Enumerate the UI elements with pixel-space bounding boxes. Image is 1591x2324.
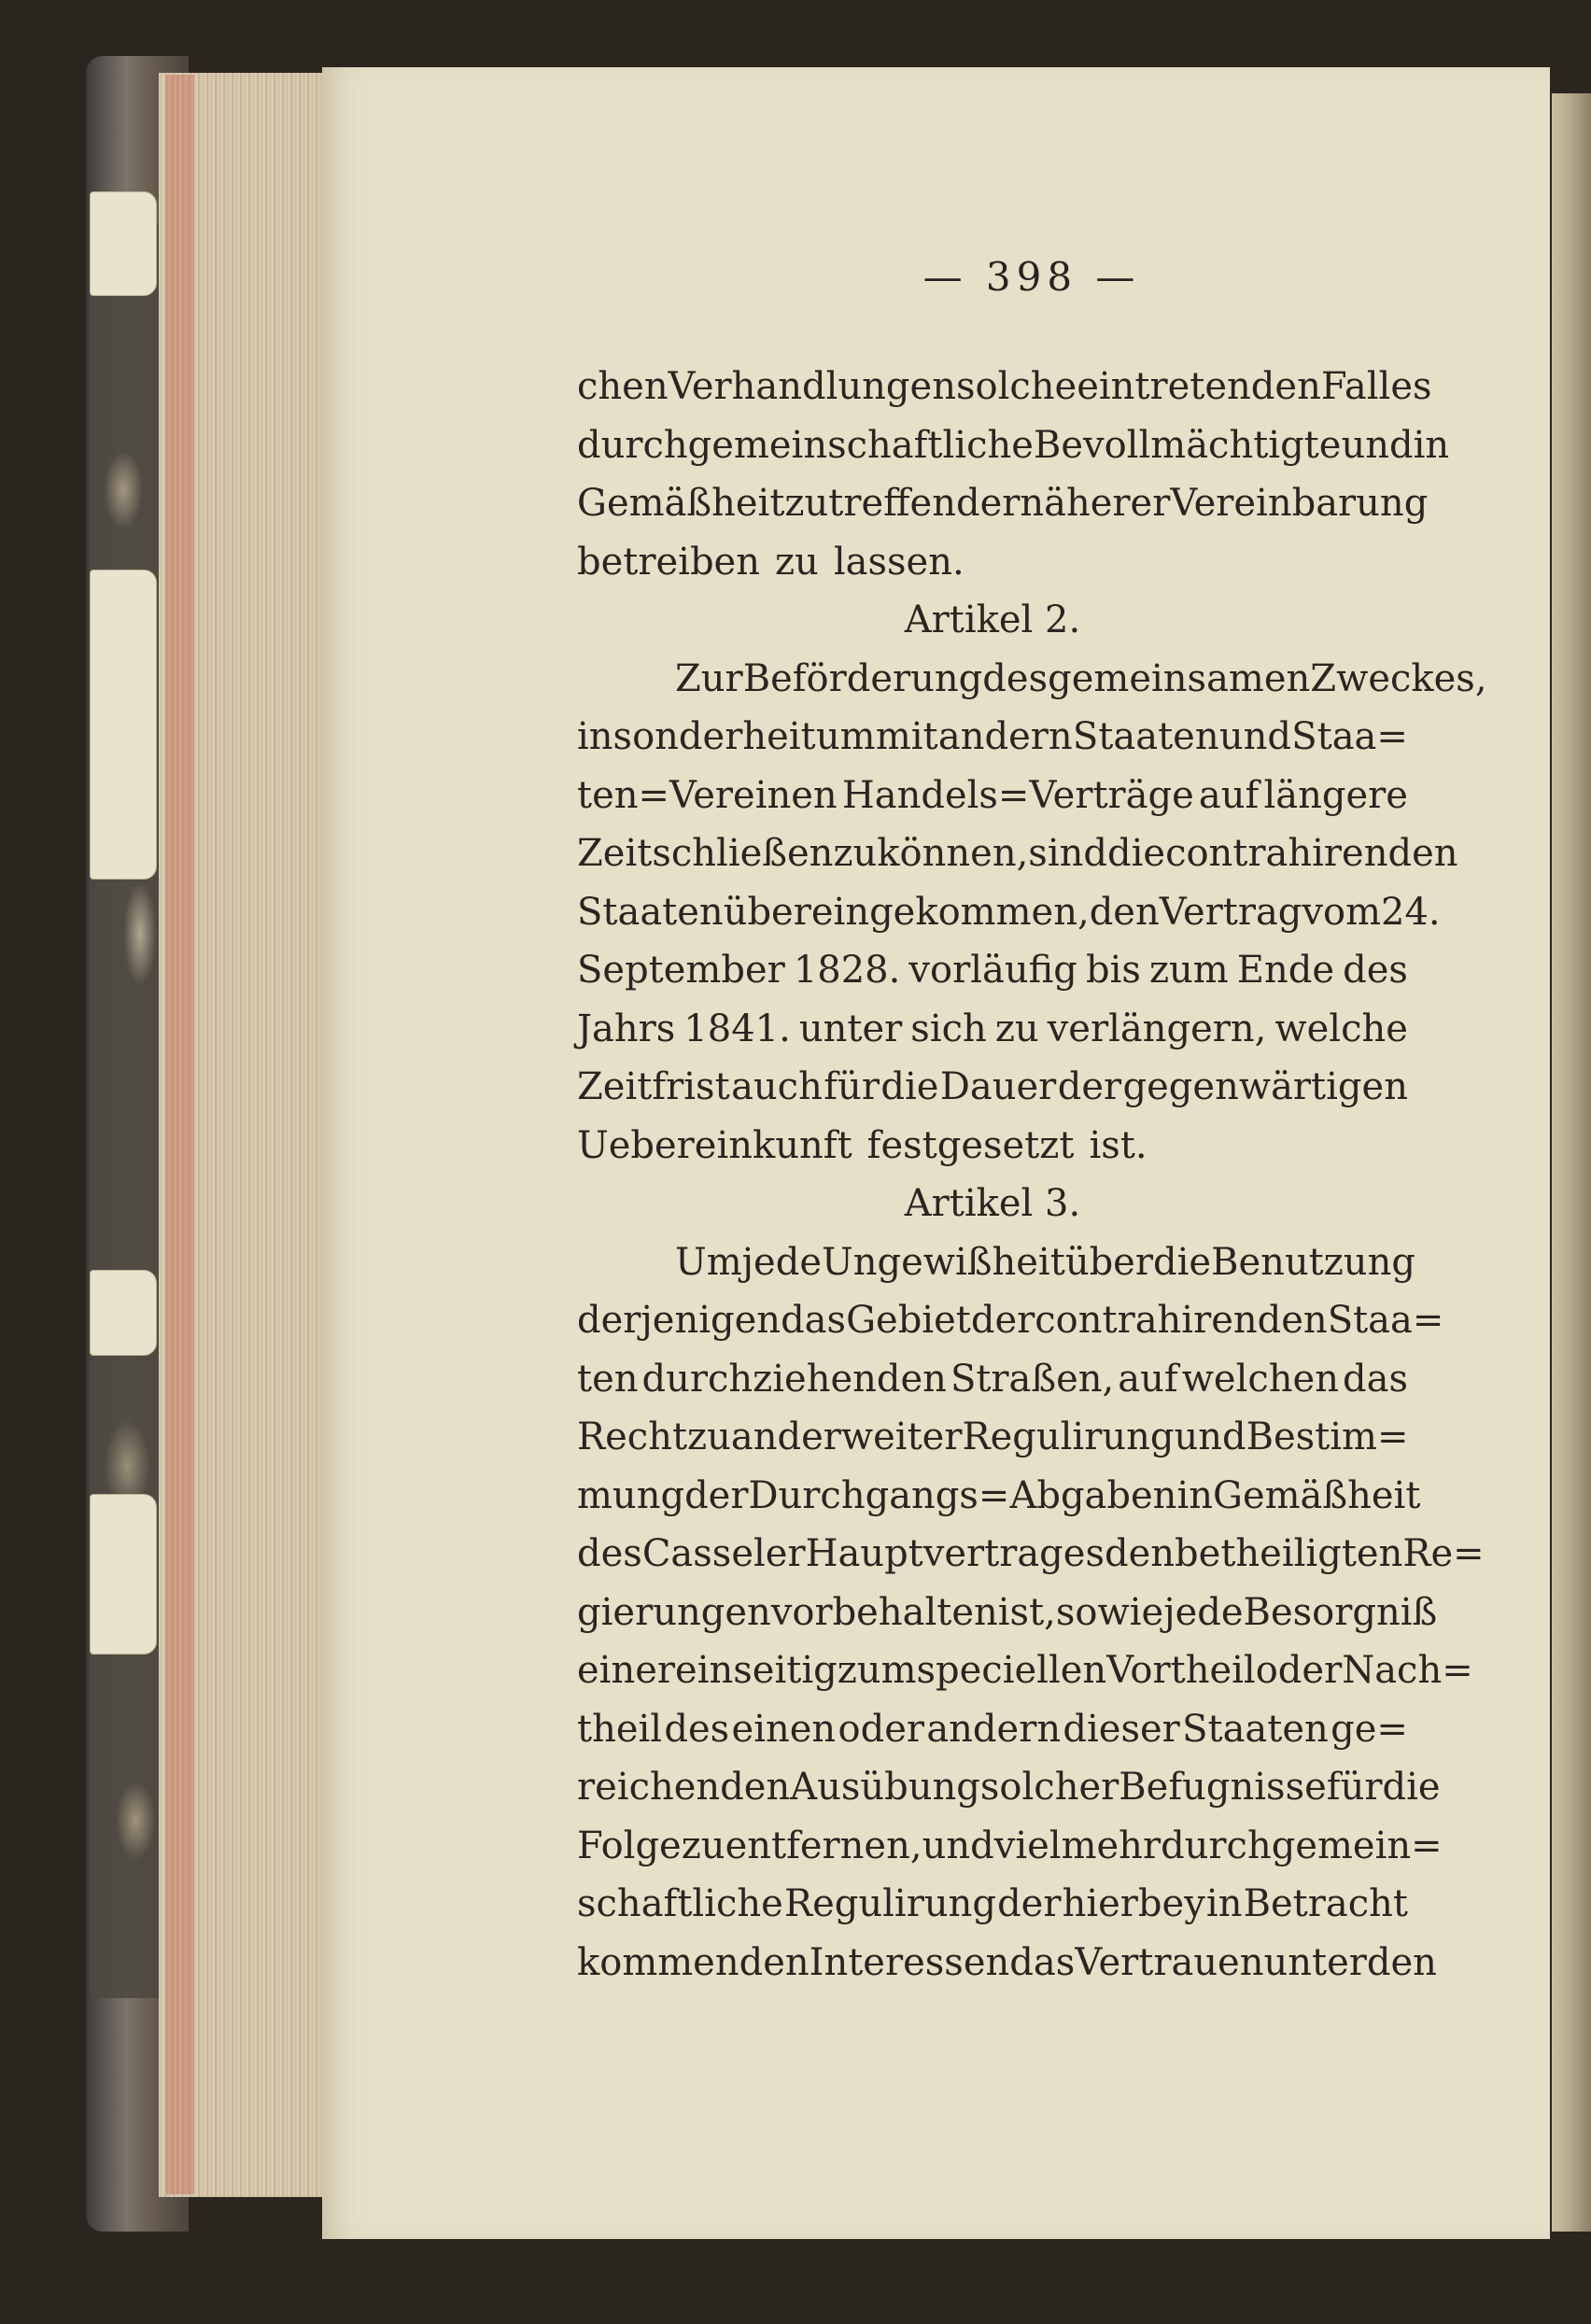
text-line: ten durchziehenden Straßen, auf welchen das [577, 1357, 1408, 1401]
text-line: ten=Vereinen Handels=Verträge auf längere [577, 773, 1408, 817]
text-line: insonderheit um mit andern Staaten und Staa= [577, 715, 1408, 758]
text-line: Zeit schließen zu können, sind die contrahirenden [577, 832, 1458, 875]
article-heading: Artikel 2. [904, 599, 1081, 641]
text-line: theil des einen oder andern dieser Staaten ge= [577, 1707, 1408, 1751]
text-line: betreiben zu lassen. [577, 540, 964, 584]
text-line: Gemäßheit zu treffender näherer Vereinbarung [577, 482, 1429, 525]
article-heading: Artikel 3. [904, 1182, 1081, 1225]
text-line: September 1828. vorläufig bis zum Ende des [577, 949, 1408, 992]
text-line: chen Verhandlungen solche eintretenden Falles [577, 365, 1432, 408]
text-line: Jahrs 1841. unter sich zu verlängern, welche [577, 1007, 1408, 1050]
text-line: einer einseitig zum speciellen Vortheil oder Nach= [577, 1649, 1473, 1692]
text-line: Uebereinkunft festgesetzt ist. [577, 1123, 1147, 1167]
text-line: mung der Durchgangs=Abgaben in Gemäßheit [577, 1473, 1421, 1517]
text-line: des Casseler Hauptvertrages den betheiligten Re= [577, 1532, 1485, 1575]
page-tab-upper-middle [90, 570, 157, 880]
text-line: Zeitfrist auch für die Dauer der gegenwärtigen [577, 1065, 1408, 1108]
text-line: Um jede Ungewißheit über die Benutzung [675, 1240, 1415, 1284]
text-line: gierungen vorbehalten ist, so wie jede Besorgniß [577, 1590, 1438, 1634]
text-line: Zur Beförderung des gemeinsamen Zweckes, [675, 656, 1487, 700]
text-line: Recht zu anderweiter Regulirung und Bestim= [577, 1416, 1409, 1458]
page-tab-bottom [90, 1494, 157, 1655]
page-tab-top [90, 191, 157, 296]
text-line: schaftliche Regulirung der hierbey in Betracht [577, 1882, 1408, 1925]
text-line: Folge zu entfernen, und vielmehr durch gemein= [577, 1824, 1443, 1867]
page-tab-lower-middle [90, 1270, 157, 1356]
page-number: — 398 — [922, 254, 1141, 300]
red-page-edge [166, 75, 194, 2194]
text-line: reichenden Ausübung solcher Befugnisse für die [577, 1766, 1441, 1809]
text-line: Staaten übereingekommen, den Vertrag vom 24. [577, 890, 1441, 934]
page-text [577, 358, 1487, 1992]
text-line: derjenigen das Gebiet der contrahirenden Staa= [577, 1299, 1444, 1342]
facing-page-edge [1552, 93, 1591, 2232]
text-line: durch gemeinschaftliche Bevollmächtigte und in [577, 423, 1450, 467]
text-line: kommenden Interessen das Vertrauen unter den [577, 1940, 1437, 1984]
